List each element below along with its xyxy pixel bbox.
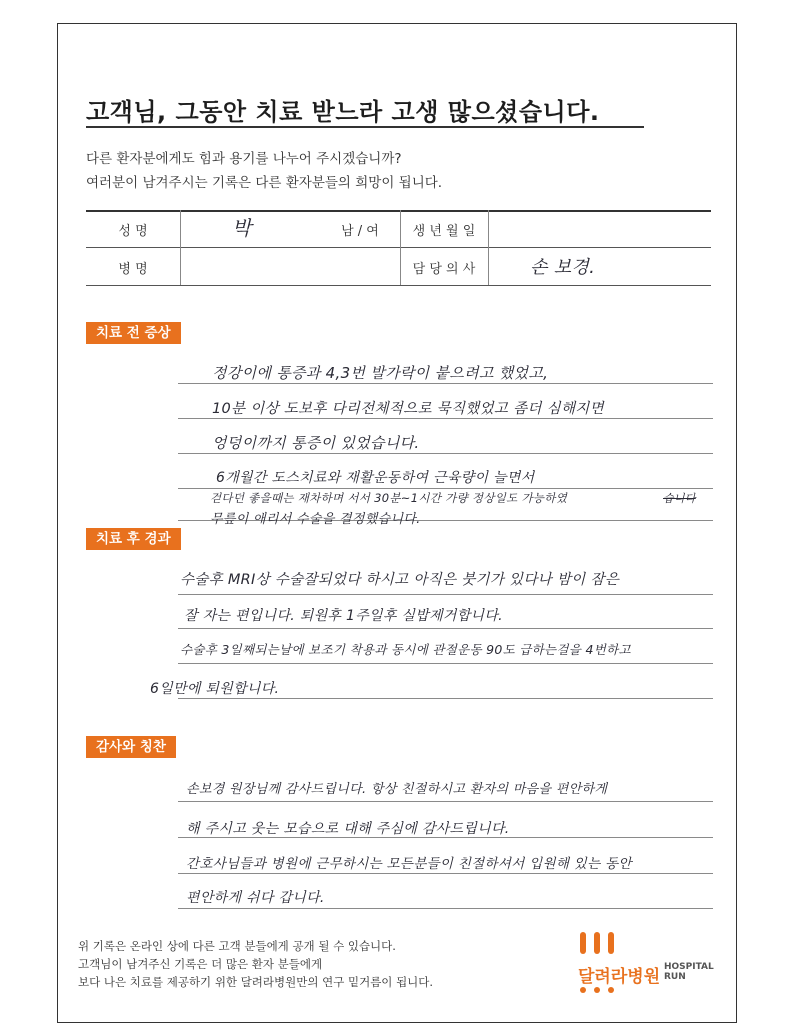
birth-label: 생 년 월 일 <box>412 224 476 239</box>
footer-line-2: 고객님이 남겨주신 기록은 더 많은 환자 분들에게 <box>78 957 323 971</box>
before-line-3: 엉덩이까지 통증이 있었습니다. <box>212 434 420 452</box>
doctor-label: 담 당 의 사 <box>412 262 476 277</box>
before-strikeout: 습니다 <box>663 492 696 505</box>
writing-rule <box>178 453 713 454</box>
logo-name: 달려라병원 <box>578 967 661 987</box>
section-before-label: 치료 전 증상 <box>86 322 181 344</box>
intro-line-1: 다른 환자분에게도 힘과 용기를 나누어 주시겠습니까? <box>86 151 402 167</box>
thanks-line-2: 해 주시고 웃는 모습으로 대해 주심에 감사드립니다. <box>186 821 510 837</box>
writing-rule <box>178 628 713 629</box>
after-line-2: 잘 자는 편입니다. 퇴원후 1주일후 실밥제거합니다. <box>184 608 503 624</box>
before-line-2: 10분 이상 도보후 다리전체적으로 묵직했었고 좀더 심해지면 <box>212 401 604 417</box>
form-divider <box>180 210 181 285</box>
form-divider <box>488 210 489 285</box>
logo-sub-1: HOSPITAL <box>664 962 714 972</box>
thanks-line-3: 간호사님들과 병원에 근무하시는 모든분들이 친절하셔서 입원해 있는 동안 <box>186 856 632 872</box>
form-bottom-border <box>86 285 711 286</box>
footer-line-1: 위 기록은 온라인 상에 다른 고객 분들에게 공개 될 수 있습니다. <box>78 939 396 953</box>
writing-rule <box>178 801 713 802</box>
before-line-6: 무릎이 애리서 수술을 결정했습니다. <box>210 512 421 527</box>
before-line-4: 6개월간 도스치료와 재활운동하여 근육량이 늘면서 <box>216 470 535 486</box>
logo-sub <box>664 962 714 982</box>
disease-label: 병 명 <box>118 262 148 277</box>
writing-rule <box>178 698 713 699</box>
after-line-1: 수술후 MRI상 수술잘되었다 하시고 아직은 붓기가 있다나 밤이 잠은 <box>180 572 620 588</box>
after-line-3: 수술후 3일째되는날에 보조기 착용과 동시에 관절운동 90도 급하는걸을 4번하고 <box>180 642 631 657</box>
page-title: 고객님, 그동안 치료 받느라 고생 많으셨습니다. <box>86 98 600 126</box>
name-label: 성 명 <box>118 224 148 239</box>
writing-rule <box>178 383 713 384</box>
before-line-1: 정강이에 통증과 4,3번 발가락이 붙으려고 했었고, <box>212 364 549 382</box>
writing-rule <box>178 594 713 595</box>
section-after-label: 치료 후 경과 <box>86 528 181 550</box>
before-line-5: 걷다던 좋을때는 재차하며 서서 30분~1시간 가량 정상일도 가능하였 <box>210 491 568 505</box>
after-line-4: 6일만에 퇴원합니다. <box>150 681 280 697</box>
gender-label: 남 / 여 <box>341 224 379 239</box>
thanks-line-4: 편안하게 쉬다 갑니다. <box>186 890 325 906</box>
writing-rule <box>178 873 713 874</box>
title-underline <box>86 126 644 128</box>
footer-line-3: 보다 나은 치료를 제공하기 위한 달려라병원만의 연구 밑거름이 됩니다. <box>78 975 434 989</box>
writing-rule <box>178 418 713 419</box>
section-thanks-label: 감사와 칭찬 <box>86 736 176 758</box>
writing-rule <box>178 488 713 489</box>
logo-sub-2: RUN <box>664 972 686 982</box>
thanks-line-1: 손보경 원장님께 감사드립니다. 항상 친절하시고 환자의 마음을 편안하게 <box>186 782 608 797</box>
name-value: 박 <box>232 216 252 240</box>
writing-rule <box>178 663 713 664</box>
doctor-value: 손 보경. <box>530 257 596 278</box>
writing-rule <box>178 908 713 909</box>
intro-line-2: 여러분이 남겨주시는 기록은 다른 환자분들의 희망이 됩니다. <box>86 175 443 191</box>
